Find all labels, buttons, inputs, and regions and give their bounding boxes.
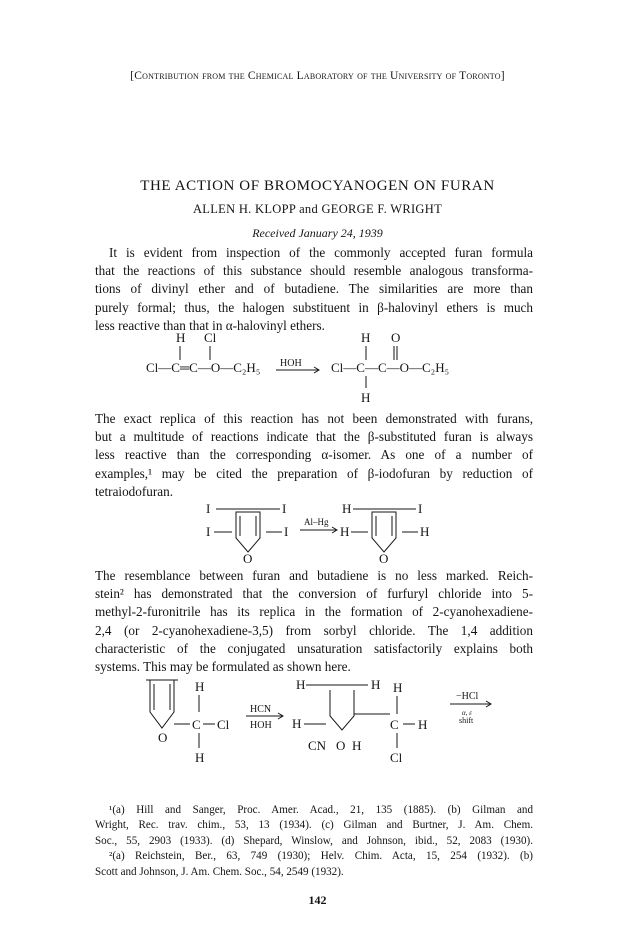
text-line: tetraiodofuran. xyxy=(95,483,173,499)
scheme1-product: Cl—C—C—O—C₂H₅ xyxy=(331,360,450,375)
text-line: less reactive than that in α-halovinyl ethers. xyxy=(95,317,325,333)
scheme-1-chloroethyl-ether-hydrolysis xyxy=(0,330,635,410)
scheme3-mid-o: O xyxy=(336,738,346,753)
scheme3-mid-cl: Cl xyxy=(390,750,403,765)
text-line: The resemblance between furan and butadiene is no less marked. Reich- xyxy=(95,568,533,583)
scheme2-left-o: O xyxy=(243,551,253,566)
text-line: stein² has demonstrated that the conversion of furfuryl chloride into 5- xyxy=(95,586,533,602)
text-line: The exact replica of this reaction has not been demonstrated with furans, xyxy=(95,411,533,426)
scheme1-reagent: HOH xyxy=(280,358,302,369)
footnotes xyxy=(95,803,533,880)
scheme2-reagent: Al–Hg xyxy=(304,517,329,527)
scheme3-arrow-shift: shift xyxy=(459,716,474,725)
paragraph-1 xyxy=(95,244,533,335)
text-line: examples,¹ may be cited the preparation of β-iodofuran by reduction of xyxy=(95,465,533,481)
text-line: less reactive than the corresponding α-isomer. As one of a number of xyxy=(95,447,533,463)
text-line: characteristic of the conjugated unsaturation satisfactorily explains both xyxy=(95,640,533,656)
text-line: 2,4 (or 2-cyanohexadiene-3,5) from sorbyl chloride. The 1,4 addition xyxy=(95,622,533,638)
text-line: systems. This may be formulated as shown here. xyxy=(95,659,351,675)
scheme3-mid-cn: CN xyxy=(308,738,327,753)
scheme-3-furfuryl-chloride-conversion xyxy=(0,676,635,800)
text-line: methyl-2-furonitrile has its replica in the formation of 2-cyanohexadiene- xyxy=(95,604,533,620)
scheme3-left-h-bottom: H xyxy=(195,750,205,765)
scheme3-mid-h-bottom: H xyxy=(352,738,362,753)
text-line: but a multitude of reactions indicate that the β-substituted furan is always xyxy=(95,429,533,445)
scheme3-mid-c: C xyxy=(390,717,399,732)
footnote-line: Wright, Rec. trav. chim., 53, 13 (1934). (c) Gilman and Burtner, J. Am. Chem. xyxy=(95,819,533,832)
page-header: [Contribution from the Chemical Laboratory of the University of Toronto] xyxy=(130,70,505,82)
scheme3-mid-h3: H xyxy=(393,680,403,695)
scheme3-reagent-bottom: HOH xyxy=(250,720,272,731)
scheme2-right-h-top: H xyxy=(342,501,352,516)
paragraph-3 xyxy=(95,567,533,676)
scheme3-mid-h-left: H xyxy=(292,716,302,731)
received-date: Received January 24, 1939 xyxy=(252,226,383,240)
scheme3-arrow-alpha-epsilon: α, ε xyxy=(462,709,472,717)
footnote-line: ¹(a) Hill and Sanger, Proc. Amer. Acad., 21, 135 (1885). (b) Gilman and xyxy=(109,804,533,816)
scheme3-left-cl: Cl xyxy=(217,717,230,732)
text-line: purely formal; thus, the halogen substituent in β-halovinyl ethers is much xyxy=(95,299,533,315)
scheme1-product-h: H xyxy=(361,330,371,345)
paragraph-2 xyxy=(95,410,533,501)
scheme2-left-i-left: I xyxy=(206,524,211,539)
scheme2-left-i-top-right: I xyxy=(282,501,287,516)
scheme1-reactant-h: H xyxy=(176,330,186,345)
page-number: 142 xyxy=(308,893,327,907)
text-line: It is evident from inspection of the commonly accepted furan formula xyxy=(109,245,533,260)
footnote-line: ²(a) Reichstein, Ber., 63, 749 (1930); Helv. Chim. Acta, 15, 254 (1932). (b) xyxy=(109,850,533,863)
scheme2-right-h-left: H xyxy=(340,524,350,539)
scheme1-product-h-bottom: H xyxy=(361,390,371,405)
scheme1-product-o: O xyxy=(391,330,401,345)
scheme3-left-c: C xyxy=(192,717,201,732)
scheme2-right-o: O xyxy=(379,551,389,566)
scheme3-reagent-top: HCN xyxy=(250,704,272,715)
text-line: that the reactions of this substance should resemble analogous transforma- xyxy=(95,263,533,279)
scheme2-right-i-top: I xyxy=(418,501,423,516)
scheme3-mid-h1: H xyxy=(296,677,306,692)
scheme-2-tetraiodofuran-reduction xyxy=(0,500,635,566)
scheme1-reactant-cl: Cl xyxy=(204,330,217,345)
scheme2-left-i-right: I xyxy=(284,524,289,539)
scheme3-arrow-top: −HCl xyxy=(456,691,479,702)
scheme2-right-h-right: H xyxy=(420,524,430,539)
scheme3-mid-h-right: H xyxy=(418,717,428,732)
dihydrofuran-ring xyxy=(330,690,354,730)
authors: ALLEN H. KLOPP and GEORGE F. WRIGHT xyxy=(192,202,443,216)
footnote-line: Scott and Johnson, J. Am. Chem. Soc., 54, 2549 (1932). xyxy=(95,865,344,878)
text-line: tions of divinyl ether and of butadiene. The similarities are more than xyxy=(95,281,533,297)
scheme3-left-h-top: H xyxy=(195,679,205,694)
scheme2-left-i-top-left: I xyxy=(206,501,211,516)
scheme3-left-o: O xyxy=(158,730,168,745)
scheme3-mid-h2: H xyxy=(371,677,381,692)
scheme1-reactant: Cl—C═C—O—C₂H₅ xyxy=(146,360,261,375)
footnote-line: Soc., 55, 2903 (1933). (d) Shepard, Winslow, and Johnson, ibid., 52, 2083 (1930). xyxy=(95,834,533,847)
article-title: THE ACTION OF BROMOCYANOGEN ON FURAN xyxy=(140,178,495,194)
